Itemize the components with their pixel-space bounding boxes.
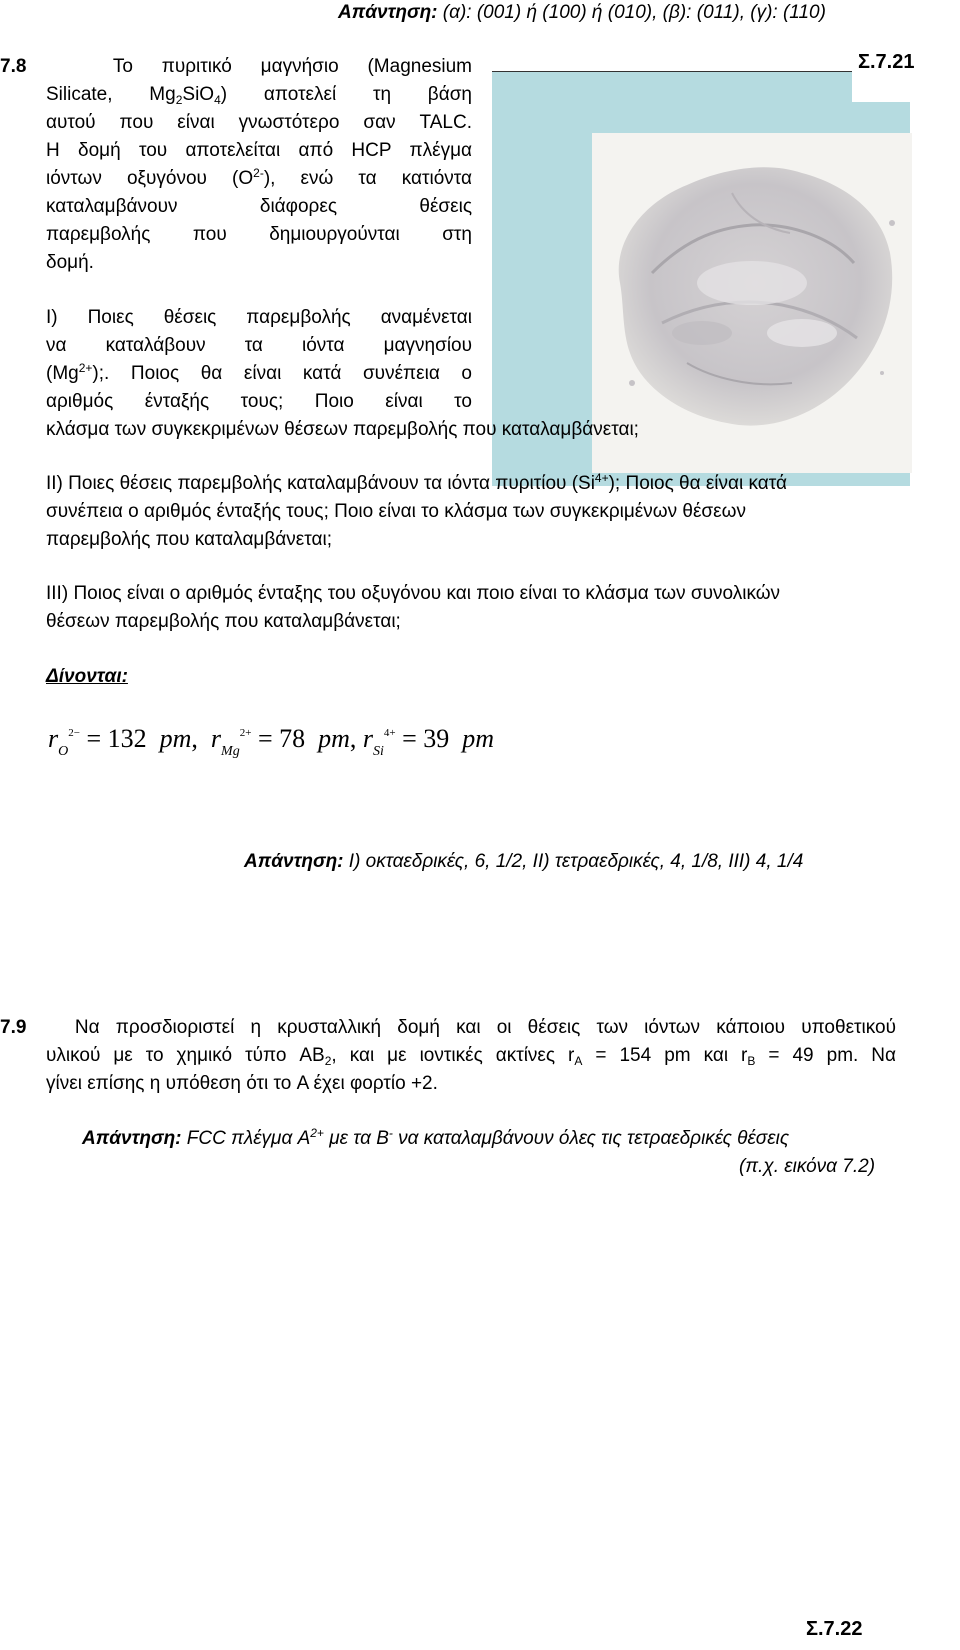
answer-text: (α): (001) ή (100) ή (010), (β): (011), (γ): (110) — [437, 2, 826, 23]
figure-frame-line — [492, 71, 852, 72]
q1-line-3: $(Mg^{2+})$;. Ποιος θα είναι κατά συνέπεια ο — [46, 361, 472, 384]
q2-line-1: II) Ποιες θέσεις παρεμβολής καταλαμβάνουν τα ιόντα πυριτίου $(Si^{4+})$; Ποιος θα είναι κατά — [46, 471, 787, 494]
given-label: Δίνονται: — [46, 666, 128, 687]
q2-line-3: παρεμβολής που καταλαμβάνεται; — [46, 529, 332, 550]
p79-line-1: 7.9 Να προσδιοριστεί η κρυσταλλική δομή και οι θέσεις των ιόντων κάποιου υποθετικού — [0, 1017, 896, 1038]
p79-line-2: υλικού με το χημικό τύπο $AB_2$, και με ιοντικές ακτίνες $r_A = 154$ pm και $r_B = 49$ pm. Να — [46, 1045, 896, 1068]
q3-line-1: III) Ποιος είναι ο αριθμός ένταξης του οξυγόνου και ποιο είναι το κλάσμα των συνολικών — [46, 583, 781, 604]
q1-line-2: να καταλάβουν τα ιόντα μαγνησίου — [46, 335, 472, 356]
p78-line-5: ιόντων οξυγόνου $(O^{2-})$, ενώ τα κατιόντα — [46, 166, 473, 189]
figure-label-7-21: Σ.7.21 — [858, 51, 915, 73]
ionic-radii-formula: $r_O^{2-} = 132$ pm, $r_{Mg}^{2+} = 78$ pm, $r_{Si}^{4+} = 39$ pm — [48, 724, 495, 759]
p78-line-7: παρεμβολής που δημιουργούνται στη — [46, 224, 472, 245]
figure-label-7-22: Σ.7.22 — [806, 1618, 863, 1640]
answer-label: Απάντηση: — [82, 1128, 182, 1149]
answer-7-9-ref: (π.χ. εικόνα 7.2) — [739, 1156, 876, 1177]
p78-line-8: δομή. — [46, 252, 94, 273]
q1-line-4: αριθμός ένταξής τους; Ποιο είναι το — [46, 391, 472, 412]
answer-label: Απάντηση: — [338, 2, 438, 23]
q1-line-1: I) Ποιες θέσεις παρεμβολής αναμένεται — [46, 307, 472, 328]
answer-7-8 — [244, 850, 803, 874]
p78-line-3: αυτού που είναι γνωστότερο σαν TALC. — [46, 112, 472, 133]
p78-line-2: Silicate, $Mg_2SiO_4$) αποτελεί τη βάση — [46, 84, 472, 107]
p78-number: 7.8 — [0, 56, 27, 77]
p78-line-6: καταλαμβάνουν διάφορες θέσεις — [46, 196, 472, 217]
answer-7-7 — [338, 1, 826, 25]
q1-line-5: κλάσμα των συγκεκριμένων θέσεων παρεμβολής που καταλαμβάνεται; — [46, 419, 639, 440]
p78-line-4: Η δομή του αποτελείται από HCP πλέγμα — [46, 140, 472, 161]
answer-7-9: Απάντηση: FCC πλέγμα $A^{2+}$ με τα B- να καταλαμβάνουν όλες τις τετραεδρικές θέσεις — [82, 1126, 790, 1149]
answer-label: Απάντηση: — [244, 851, 344, 872]
answer-text: I) οκταεδρικές, 6, 1/2, II) τετραεδρικές, 4, 1/8, III) 4, 1/4 — [343, 851, 804, 872]
q2-line-2: συνέπεια ο αριθμός ένταξής τους; Ποιο είναι το κλάσμα των συγκεκριμένων θέσεων — [46, 501, 746, 522]
q3-line-2: θέσεων παρεμβολής που καταλαμβάνεται; — [46, 611, 401, 632]
p79-line-3: γίνει επίσης η υπόθεση ότι το A έχει φορτίο +2. — [46, 1073, 438, 1094]
p78-line-1: 7.8 Το πυριτικό μαγνήσιο (Magnesium — [0, 56, 473, 77]
talc-powder-image — [592, 133, 912, 473]
p79-number: 7.9 — [0, 1017, 27, 1038]
